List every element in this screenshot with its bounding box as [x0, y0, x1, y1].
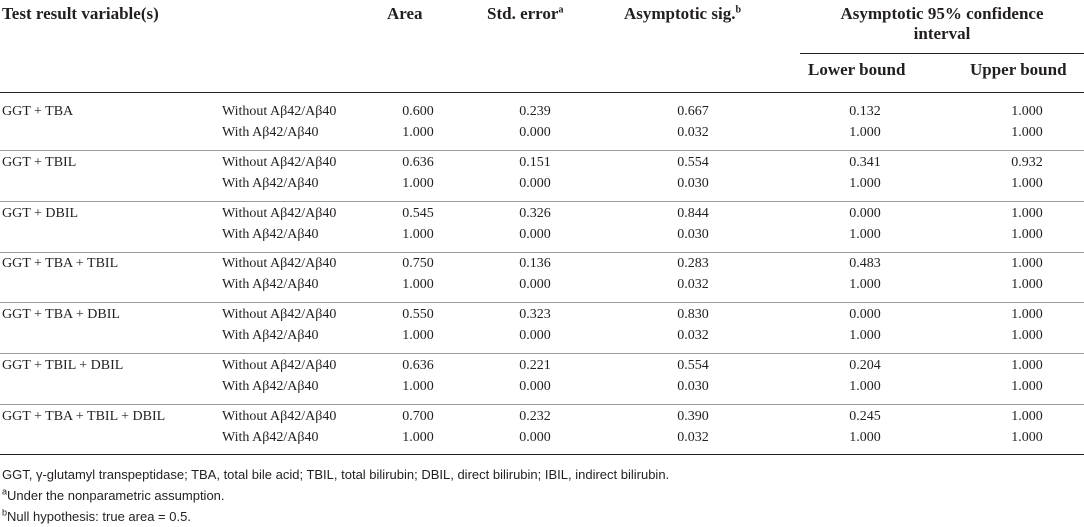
- header-variable: Test result variable(s): [2, 4, 159, 23]
- sig-cell: 0.554: [677, 358, 709, 373]
- lower-bound-cell: 1.000: [849, 429, 881, 445]
- area-cell: 0.545: [402, 205, 434, 221]
- upper-bound-cell: 1.000: [1011, 125, 1043, 140]
- std-error-cell: 0.000: [519, 277, 551, 293]
- std-error-cell: 0.136: [519, 256, 551, 272]
- condition-cell: With Aβ42/Aβ40: [222, 379, 319, 394]
- condition-cell: Without Aβ42/Aβ40: [222, 256, 337, 272]
- footnote-b: $^b$Null hypothesis: true area = 0.5.: [2, 507, 191, 524]
- condition-cell: With Aβ42/Aβ40: [222, 328, 319, 344]
- area-cell: 0.636: [402, 154, 434, 170]
- condition-cell: Without Aβ42/Aβ40: [222, 205, 337, 221]
- std-error-cell: 0.239: [519, 104, 551, 119]
- lower-bound-cell: 0.204: [849, 358, 881, 373]
- std-error-cell: 0.232: [519, 408, 551, 424]
- condition-cell: Without Aβ42/Aβ40: [222, 307, 337, 323]
- sig-cell: 0.032: [677, 429, 709, 445]
- row-separator: [0, 404, 1084, 405]
- area-cell: 1.000: [402, 379, 434, 394]
- upper-bound-cell: 0.932: [1011, 154, 1043, 170]
- table-bottom-rule: [0, 454, 1084, 455]
- sig-cell: 0.030: [677, 379, 709, 394]
- area-cell: 1.000: [402, 328, 434, 344]
- std-error-cell: 0.000: [519, 175, 551, 191]
- condition-cell: With Aβ42/Aβ40: [222, 125, 319, 140]
- lower-bound-cell: 1.000: [849, 226, 881, 242]
- lower-bound-cell: 1.000: [849, 328, 881, 344]
- footnote-abbreviations: GGT, γ-glutamyl transpeptidase; TBA, total bile acid; TBIL, total bilirubin; DBIL, direct bilirubin; IBIL, indirect bilirubin.: [2, 467, 670, 482]
- area-cell: 1.000: [402, 125, 434, 140]
- area-cell: 0.636: [402, 358, 434, 373]
- row-label: GGT + TBA: [2, 104, 74, 119]
- lower-bound-cell: 0.341: [849, 154, 881, 170]
- area-cell: 1.000: [402, 226, 434, 242]
- row-label: GGT + TBA + TBIL: [2, 256, 119, 272]
- lower-bound-cell: 0.132: [849, 104, 881, 119]
- row-separator: [0, 150, 1084, 151]
- lower-bound-cell: 0.000: [849, 205, 881, 221]
- condition-cell: With Aβ42/Aβ40: [222, 175, 319, 191]
- header-bottom-rule: [0, 92, 1084, 93]
- header-ci: Asymptotic 95% confidence interval: [840, 4, 1044, 43]
- upper-bound-cell: 1.000: [1011, 328, 1043, 344]
- std-error-cell: 0.000: [519, 328, 551, 344]
- lower-bound-cell: 0.000: [849, 307, 881, 323]
- sig-cell: 0.554: [677, 154, 709, 170]
- row-separator: [0, 353, 1084, 354]
- lower-bound-cell: 1.000: [849, 379, 881, 394]
- area-cell: 0.600: [402, 104, 434, 119]
- area-cell: 0.750: [402, 256, 434, 272]
- row-label: GGT + TBIL: [2, 154, 77, 170]
- row-label: GGT + DBIL: [2, 205, 79, 221]
- condition-cell: Without Aβ42/Aβ40: [222, 408, 337, 424]
- sig-cell: 0.030: [677, 175, 709, 191]
- std-error-cell: 0.221: [519, 358, 551, 373]
- area-cell: 0.700: [402, 408, 434, 424]
- header-std-error: Std. error$^a$: [487, 4, 564, 23]
- row-separator: [0, 201, 1084, 202]
- area-cell: 0.550: [402, 307, 434, 323]
- upper-bound-cell: 1.000: [1011, 104, 1043, 119]
- row-separator: [0, 302, 1084, 303]
- lower-bound-cell: 1.000: [849, 125, 881, 140]
- lower-bound-cell: 0.245: [849, 408, 881, 424]
- area-cell: 1.000: [402, 175, 434, 191]
- sig-cell: 0.390: [677, 408, 709, 424]
- header-asymptotic-sig: Asymptotic sig.$^b$: [624, 4, 742, 23]
- row-label: GGT + TBA + DBIL: [2, 307, 120, 323]
- sig-cell: 0.844: [677, 205, 709, 221]
- upper-bound-cell: 1.000: [1011, 408, 1043, 424]
- upper-bound-cell: 1.000: [1011, 429, 1043, 445]
- row-label: GGT + TBA + TBIL + DBIL: [2, 408, 166, 424]
- condition-cell: Without Aβ42/Aβ40: [222, 154, 337, 170]
- std-error-cell: 0.000: [519, 226, 551, 242]
- lower-bound-cell: 0.483: [849, 256, 881, 272]
- ci-header-rule: [800, 53, 1084, 54]
- std-error-cell: 0.323: [519, 307, 551, 323]
- sig-cell: 0.830: [677, 307, 709, 323]
- std-error-cell: 0.326: [519, 205, 551, 221]
- area-cell: 1.000: [402, 429, 434, 445]
- sig-cell: 0.032: [677, 277, 709, 293]
- header-lower-bound: Lower bound: [808, 60, 906, 79]
- std-error-cell: 0.151: [519, 154, 551, 170]
- lower-bound-cell: 1.000: [849, 175, 881, 191]
- condition-cell: With Aβ42/Aβ40: [222, 277, 319, 293]
- area-cell: 1.000: [402, 277, 434, 293]
- condition-cell: Without Aβ42/Aβ40: [222, 104, 337, 119]
- std-error-cell: 0.000: [519, 125, 551, 140]
- footnote-a: $^a$Under the nonparametric assumption.: [2, 486, 225, 503]
- sig-cell: 0.030: [677, 226, 709, 242]
- row-separator: [0, 252, 1084, 253]
- sig-cell: 0.283: [677, 256, 709, 272]
- upper-bound-cell: 1.000: [1011, 226, 1043, 242]
- header-area: Area: [387, 4, 423, 23]
- std-error-cell: 0.000: [519, 429, 551, 445]
- upper-bound-cell: 1.000: [1011, 256, 1043, 272]
- upper-bound-cell: 1.000: [1011, 358, 1043, 373]
- upper-bound-cell: 1.000: [1011, 277, 1043, 293]
- header-upper-bound: Upper bound: [970, 60, 1067, 79]
- row-label: GGT + TBIL + DBIL: [2, 358, 124, 373]
- std-error-cell: 0.000: [519, 379, 551, 394]
- sig-cell: 0.032: [677, 328, 709, 344]
- condition-cell: With Aβ42/Aβ40: [222, 429, 319, 445]
- upper-bound-cell: 1.000: [1011, 205, 1043, 221]
- sig-cell: 0.032: [677, 125, 709, 140]
- upper-bound-cell: 1.000: [1011, 307, 1043, 323]
- lower-bound-cell: 1.000: [849, 277, 881, 293]
- condition-cell: Without Aβ42/Aβ40: [222, 358, 337, 373]
- upper-bound-cell: 1.000: [1011, 379, 1043, 394]
- upper-bound-cell: 1.000: [1011, 175, 1043, 191]
- sig-cell: 0.667: [677, 104, 709, 119]
- condition-cell: With Aβ42/Aβ40: [222, 226, 319, 242]
